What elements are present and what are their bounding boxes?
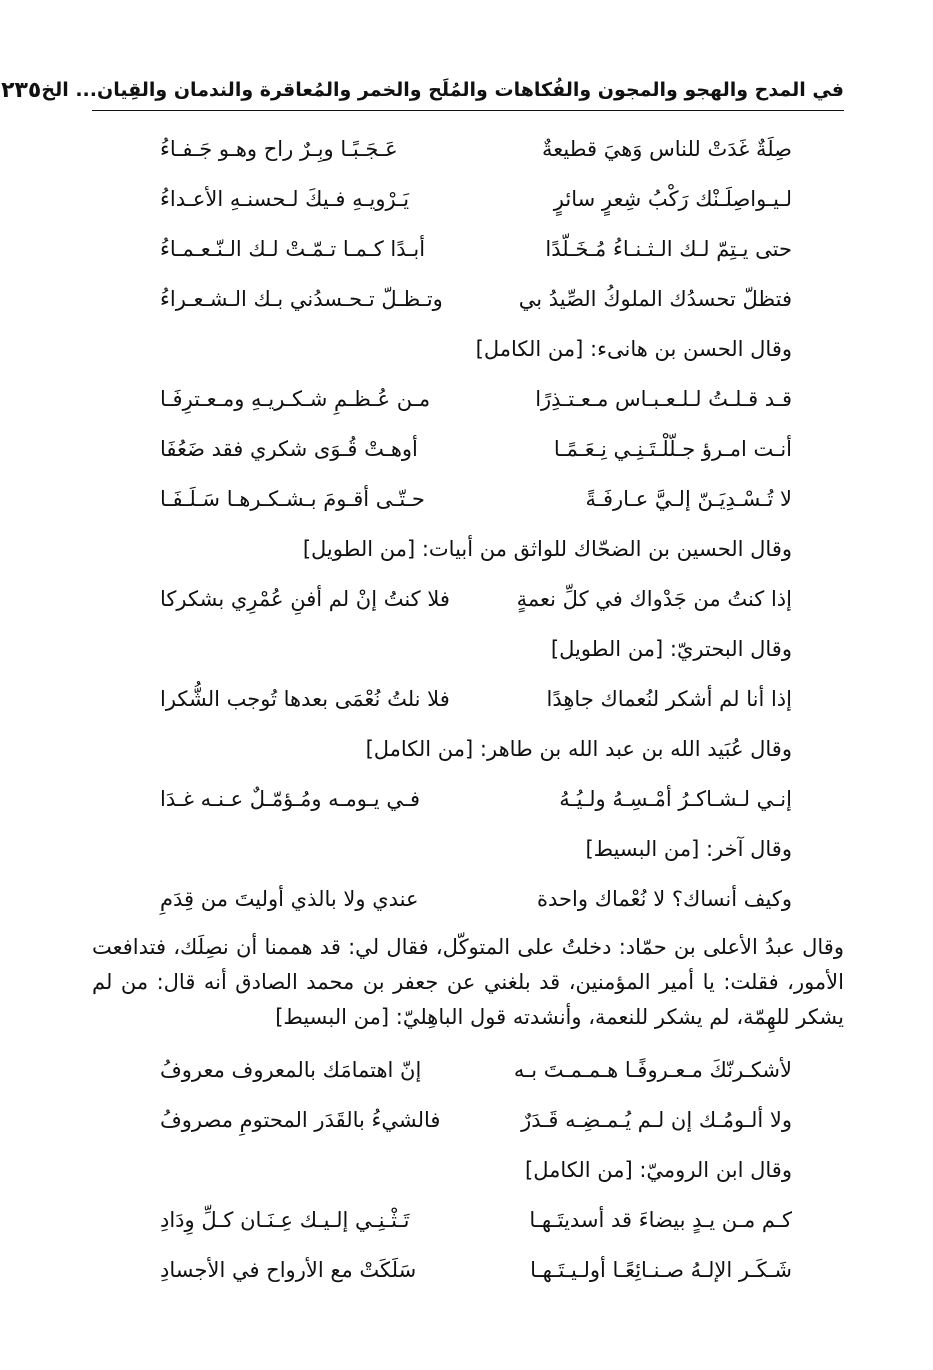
page-number: ٢٣٥ xyxy=(1,77,42,103)
verse-line xyxy=(92,174,844,224)
verse-first-hemistich: إذا أنا لم أشكر لنُعماك جاهِدًا xyxy=(546,687,792,711)
poem-attribution: وقال آخر: [من البسيط] xyxy=(585,837,792,861)
verse-line xyxy=(92,1045,844,1095)
verse-second-hemistich: يَـرْويـهِ فـيكَ لـحسنـهِ الأعـداءُ xyxy=(160,187,410,211)
verse-line xyxy=(92,1195,844,1245)
poem-attribution: وقال عُبَيد الله بن عبد الله بن طاهر: [من الكامل] xyxy=(365,737,792,761)
verse-first-hemistich: إذا كنتُ من جَدْواك في كلِّ نعمةٍ xyxy=(516,587,792,611)
verse-line xyxy=(92,1245,844,1295)
poem-attribution: وقال البحتريّ: [من الطويل] xyxy=(550,637,792,661)
page-body xyxy=(92,124,844,1295)
verse-first-hemistich: ولا ألـومُـك إن لـم يُـمـضِـه قَـدَرٌ xyxy=(521,1108,792,1132)
verse-first-hemistich: وكيف أنساك؟ لا نُعْماك واحدة xyxy=(537,887,792,911)
verse-first-hemistich: فتظلّ تحسدُك الملوكُ الصِّيدُ بي xyxy=(518,287,792,311)
verse-first-hemistich: إنـي لـشـاكـرُ أمْـسِـهُ ولـيُـهُ xyxy=(559,787,792,811)
verse-line xyxy=(92,124,844,174)
verse-first-hemistich: قـد قـلـتُ لـلـعـبـاس مـعـتـذِرًا xyxy=(535,387,792,411)
verse-line xyxy=(92,674,844,724)
verse-second-hemistich: حـتّـى أقـومَ بـشـكـرهـا سَـلَـفَـا xyxy=(160,487,425,511)
verse-line xyxy=(92,474,844,524)
verse-second-hemistich: فالشيءُ بالقَدَر المحتومِ مصروفُ xyxy=(160,1108,441,1132)
verse-second-hemistich: فـي يـومـه ومُـؤمّـلٌ عـنـه غـدَا xyxy=(160,787,421,811)
verse-line xyxy=(92,774,844,824)
verse-second-hemistich: تَـثْـنِـي إلـيـك عِـنَـان كـلِّ وِدَادِ xyxy=(160,1208,410,1232)
verse-second-hemistich: فلا كنتُ إنْ لم أفنِ عُمْرِي بشكركا xyxy=(160,587,450,611)
verse-second-hemistich: وتـظـلّ تـحـسدُني بـك الـشـعـراءُ xyxy=(160,287,443,311)
verse-second-hemistich: أوهـتْ قُـوَى شكري فقد ضَعُفَا xyxy=(160,437,418,461)
verse-second-hemistich: أبـدًا كـمـا تـمّـتْ لـك الـنّـعـمـاءُ xyxy=(160,237,426,261)
verse-first-hemistich: لأشكـرنّكَ مـعـروفًـا هـمـمـتَ بـه xyxy=(513,1058,792,1082)
verse-line xyxy=(92,1095,844,1145)
verse-second-hemistich: سَلَكَتْ مع الأرواح في الأجسادِ xyxy=(160,1258,417,1282)
verse-first-hemistich: صِلَةٌ غَدَتْ للناس وَهيَ قطيعةٌ xyxy=(542,137,792,161)
verse-second-hemistich: مـن عُـظـمِ شـكـريـهِ ومـعـترِفَـا xyxy=(160,387,431,411)
running-title: في المدح والهجو والمجون والفُكاهات والمُلَح والخمر والمُعاقرة والندمان والقِيان... الخ xyxy=(41,79,844,101)
verse-first-hemistich: حتى يـتِمّ لـك الـثـنـاءُ مُـخَـلّدًا xyxy=(545,237,792,261)
verse-line xyxy=(92,574,844,624)
verse-first-hemistich: لـيـواصِلَـنْك رَكْبُ شِعرٍ سائرٍ xyxy=(553,187,792,211)
verse-line xyxy=(92,424,844,474)
verse-second-hemistich: عَـجَـبًـا وبِـرٌ راح وهـو جَـفـاءُ xyxy=(160,137,398,161)
poem-attribution: وقال الحسن بن هانىء: [من الكامل] xyxy=(475,337,792,361)
poem-attribution: وقال ابن الروميّ: [من الكامل] xyxy=(525,1158,792,1182)
verse-second-hemistich: إنّ اهتمامَك بالمعروف معروفُ xyxy=(160,1058,422,1082)
verse-second-hemistich: فلا نلتُ نُعْمَى بعدها تُوجب الشُّكرا xyxy=(160,687,450,711)
verse-second-hemistich: عندي ولا بالذي أوليتَ من قِدَمِ xyxy=(160,887,419,911)
poem-attribution: وقال الحسين بن الضحّاك للواثق من أبيات: [من الطويل] xyxy=(302,537,792,561)
verse-line xyxy=(92,224,844,274)
verse-first-hemistich: لا تُـسْـدِيَـنّ إلـيَّ عـارفَـةً xyxy=(585,487,792,511)
page-header xyxy=(1,70,844,111)
verse-first-hemistich: كـم مـن يـدٍ بيضاءَ قد أسديتَـهـا xyxy=(529,1208,792,1232)
verse-first-hemistich: شَـكَـر الإلـهُ صـنـائِعًـا أولـيـتَـهـا xyxy=(530,1258,792,1282)
verse-line xyxy=(92,274,844,324)
verse-line xyxy=(92,374,844,424)
verse-first-hemistich: أنـت امـرؤ جـلّلْـتَـنِـي نِـعَـمًـا xyxy=(553,437,792,461)
verse-line xyxy=(92,874,844,924)
prose-paragraph: وقال عبدُ الأعلى بن حمّاد: دخلتُ على المتوكّل، فقال لي: قد هممنا أن نصِلَك، فتدافعت الأمور، فقلت: يا أمير المؤمنين، قد بلغني عن جعفر بن محمد الصادق أنه قال: من لم يشكر للهِمّة، لم يشكر للنعمة، وأنشدته قول الباهِليّ: [من البسيط] xyxy=(92,935,844,1029)
